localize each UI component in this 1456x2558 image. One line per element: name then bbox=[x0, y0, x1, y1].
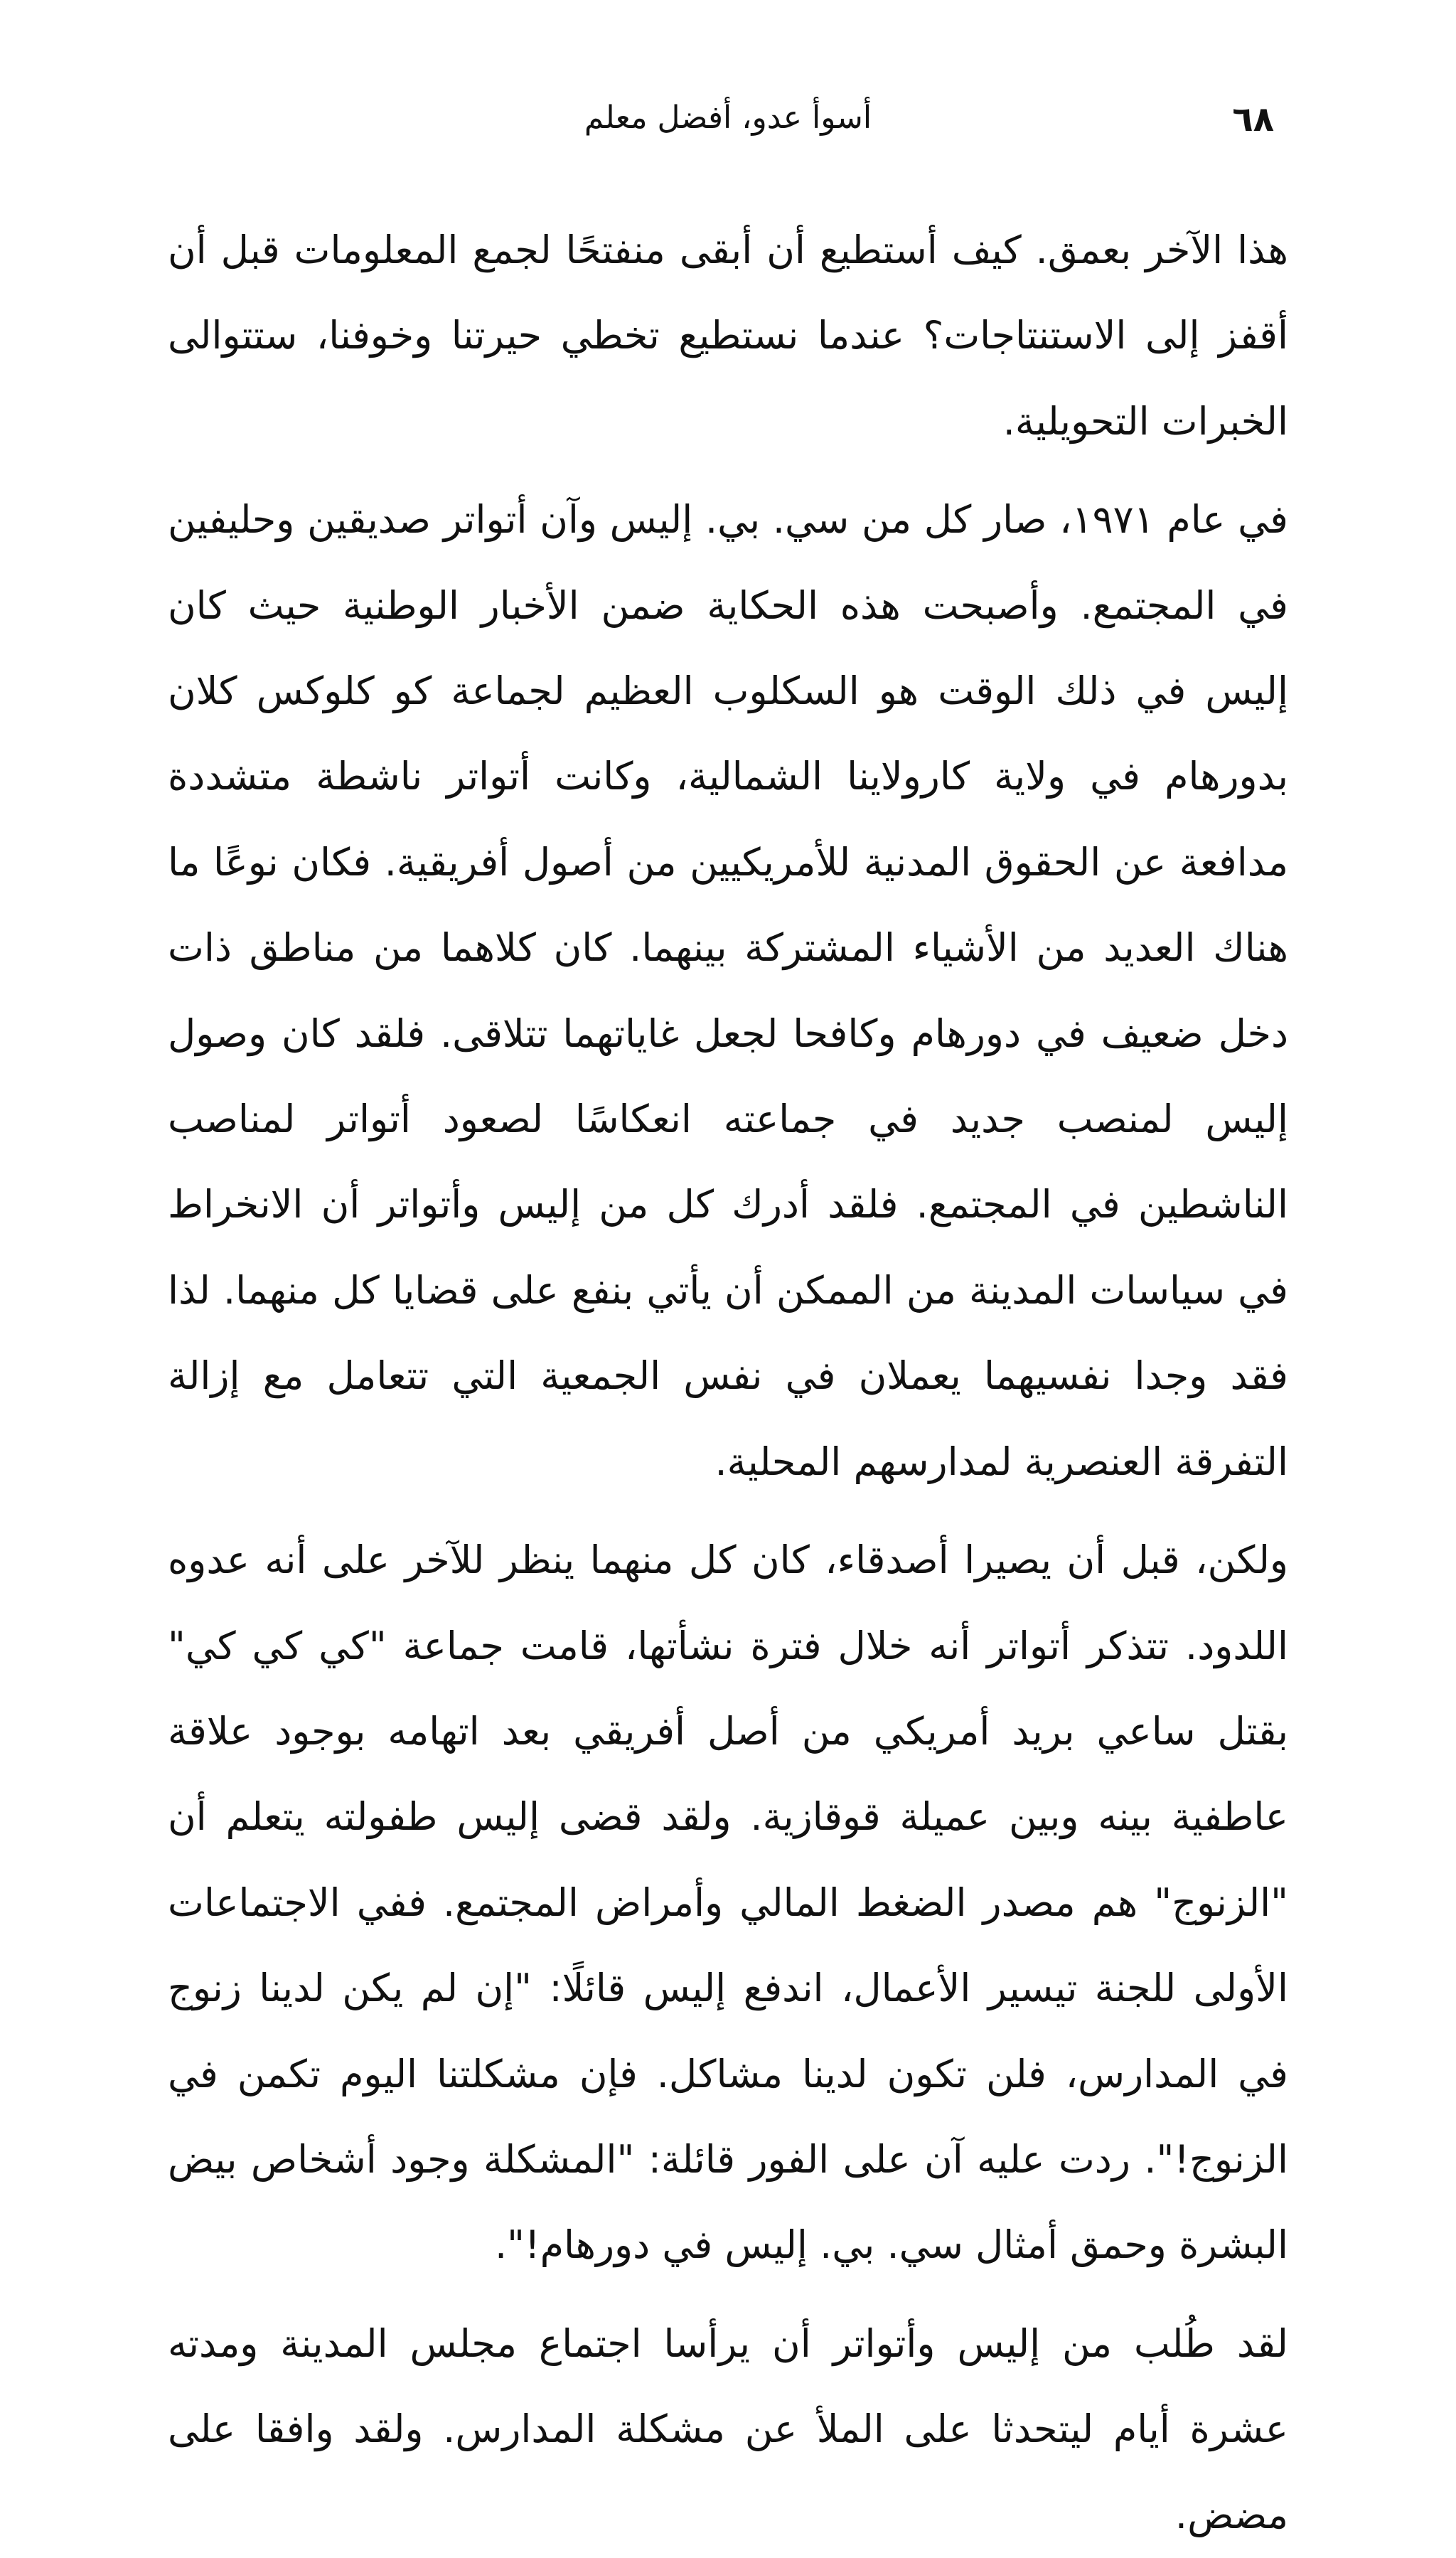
page-number: ٦٨ bbox=[1232, 100, 1274, 139]
paragraph-3: ولكن، قبل أن يصيرا أصدقاء، كان كل منهما ينظر للآخر على أنه عدوه اللدود. تتذكر أتواتر أنه خلال فترة نشأتها، قامت جماعة "كي كي كي" بقتل ساعي بريد أمريكي من أصل أفريقي بعد اتهامه بوجود علاقة عاطفية بينه وبين عميلة قوقازية. ولقد قضى إليس طفولته يتعلم أن "الزنوج" هم مصدر الضغط المالي وأمراض المجتمع. ففي الاجتماعات الأولى للجنة تيسير الأعمال، اندفع إليس قائلًا: "إن لم يكن لدينا زنوج في المدارس، فلن تكون لدينا مشاكل. فإن مشكلتنا اليوم تكمن في الزنوج!". ردت عليه آن على الفور قائلة: "المشكلة وجود أشخاص بيض البشرة وحمق أمثال سي. بي. إليس في دورهام!". bbox=[168, 1538, 1288, 2268]
body-text bbox=[168, 208, 1288, 2558]
page-header bbox=[168, 100, 1288, 156]
paragraph-2: في عام ١٩٧١، صار كل من سي. بي. إليس وآن أتواتر صديقين وحليفين في المجتمع. وأصبحت هذه الحكاية ضمن الأخبار الوطنية حيث كان إليس في ذلك الوقت هو السكلوب العظيم لجماعة كو كلوكس كلان بدورهام في ولاية كارولاينا الشمالية، وكانت أتواتر ناشطة متشددة مدافعة عن الحقوق المدنية للأمريكيين من أصول أفريقية. فكان نوعًا ما هناك العديد من الأشياء المشتركة بينهما. كان كلاهما من مناطق ذات دخل ضعيف في دورهام وكافحا لجعل غاياتهما تتلاقى. فلقد كان وصول إليس لمنصب جديد في جماعته انعكاسًا لصعود أتواتر لمناصب الناشطين في المجتمع. فلقد أدرك كل من إليس وأتواتر أن الانخراط في سياسات المدينة من الممكن أن يأتي بنفع على قضايا كل منهما. لذا فقد وجدا نفسيهما يعملان في نفس الجمعية التي تتعامل مع إزالة التفرقة العنصرية لمدارسهم المحلية. bbox=[168, 497, 1288, 1484]
running-title: أسوأ عدو، أفضل معلم bbox=[584, 100, 872, 136]
paragraph-4: لقد طُلب من إليس وأتواتر أن يرأسا اجتماع مجلس المدينة ومدته عشرة أيام ليتحدثا على الملأ عن مشكلة المدارس. ولقد وافقا على مضض. bbox=[168, 2320, 1288, 2537]
paragraph-1: هذا الآخر بعمق. كيف أستطيع أن أبقى منفتحًا لجمع المعلومات قبل أن أقفز إلى الاستنتاجات؟ عندما نستطيع تخطي حيرتنا وخوفنا، ستتوالى الخبرات التحويلية. bbox=[168, 228, 1288, 444]
